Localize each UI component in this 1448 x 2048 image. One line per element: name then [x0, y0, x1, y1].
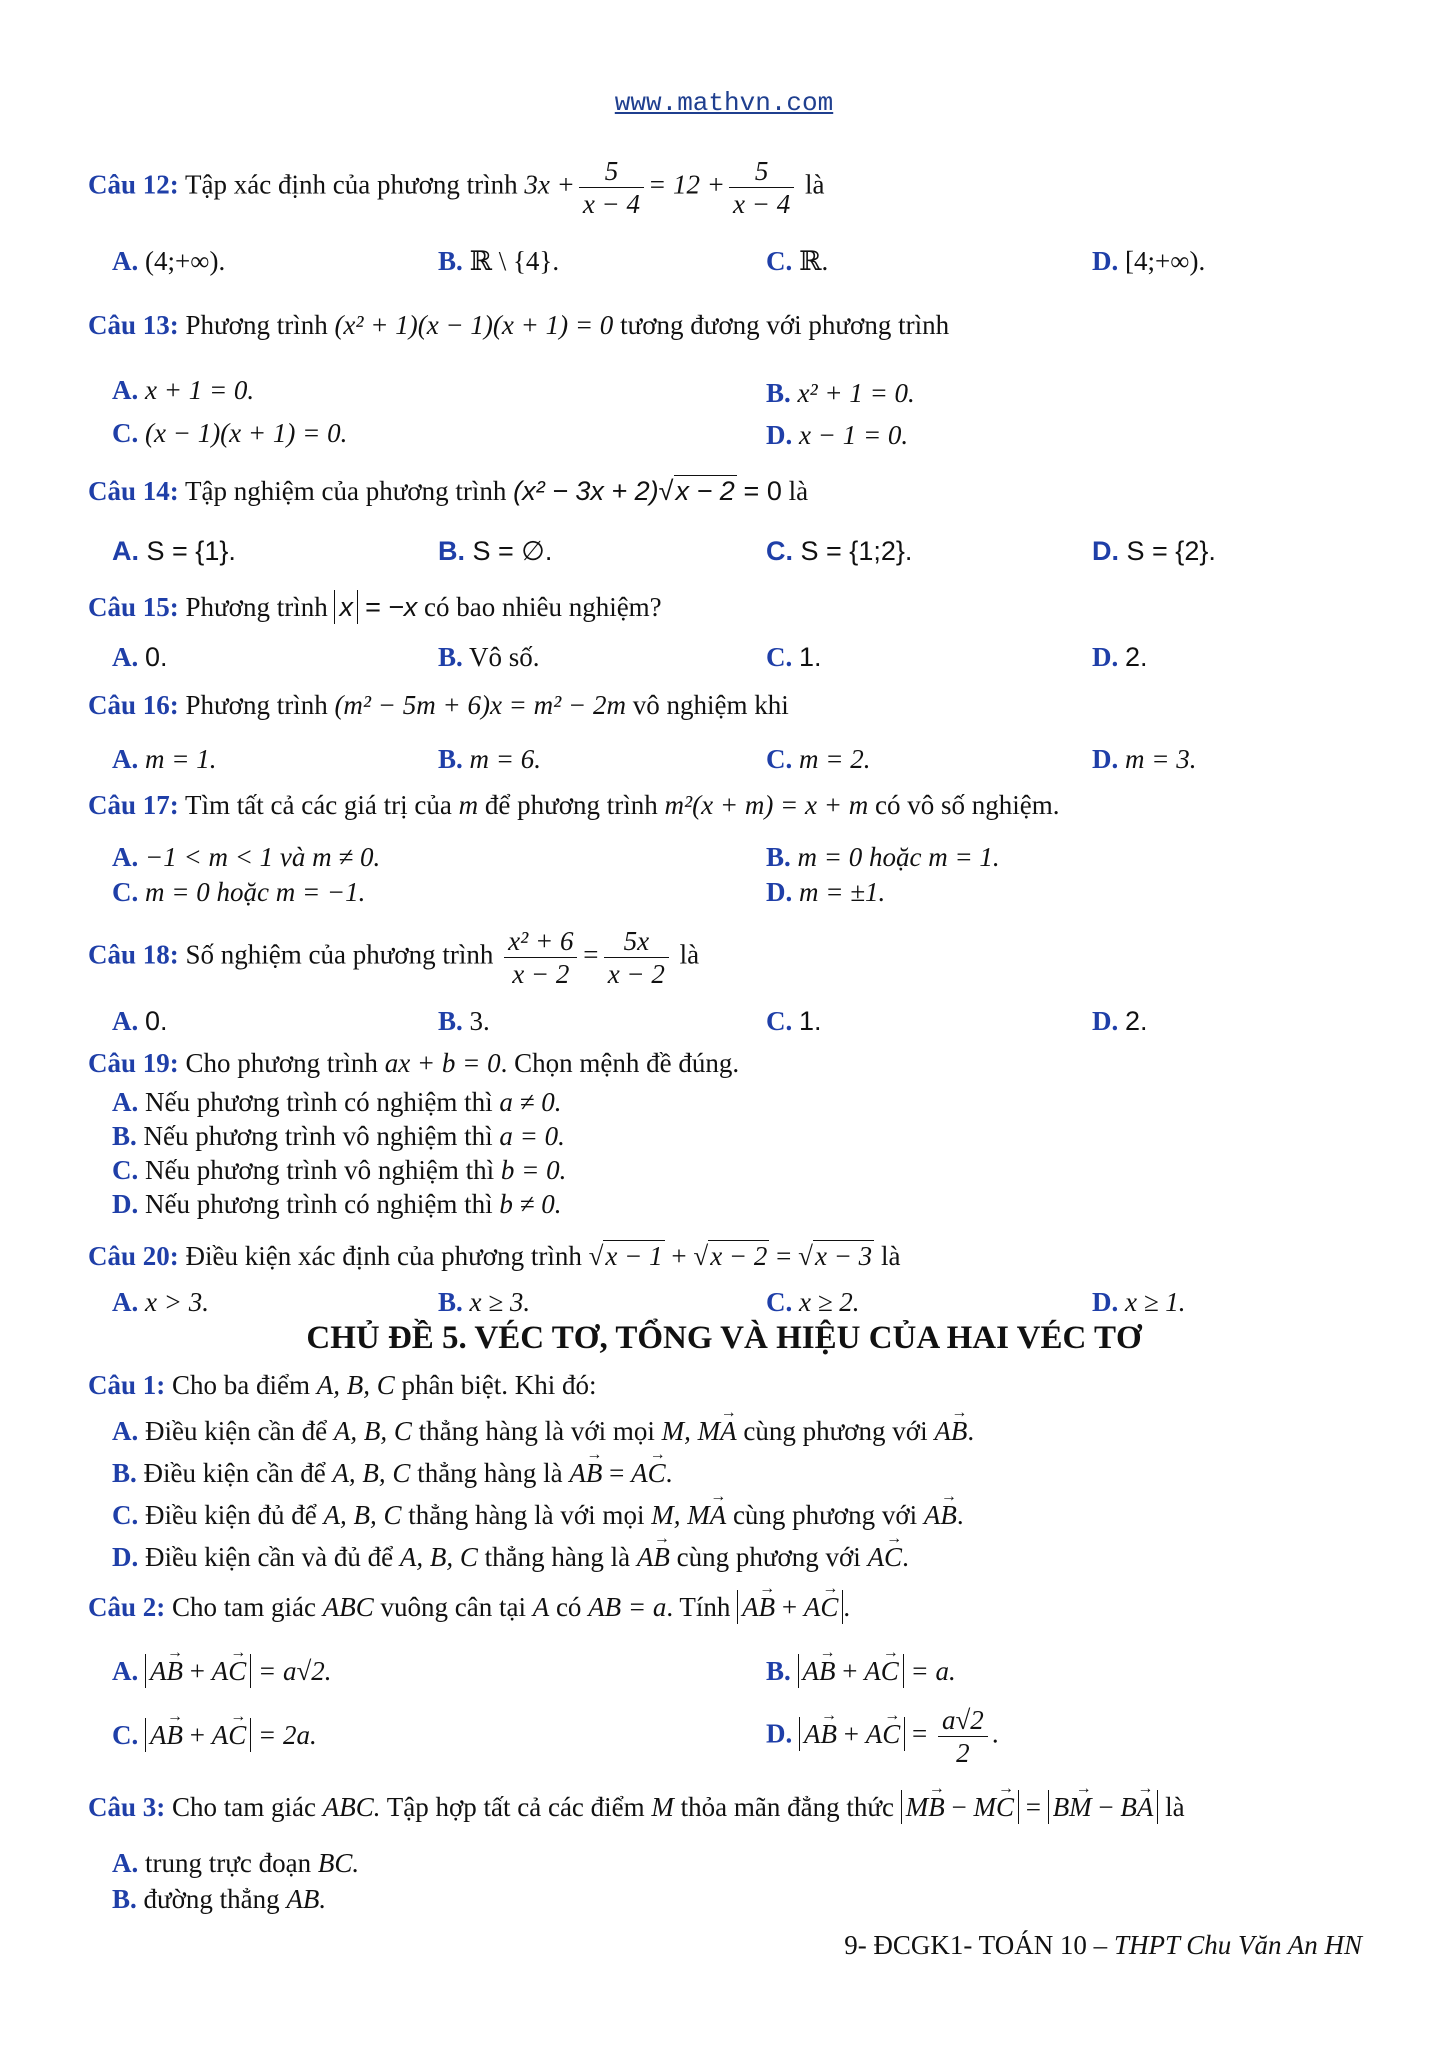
- question-17: Câu 17: Tìm tất cả các giá trị của m để phương trình m²(x + m) = x + m có vô số nghiệm.: [88, 790, 1060, 820]
- q18-option-c[interactable]: C. 1.: [766, 1006, 822, 1036]
- q17-option-c[interactable]: C. m = 0 hoặc m = −1.: [112, 877, 366, 907]
- q15-option-a[interactable]: A. 0.: [112, 642, 168, 672]
- q12-option-b[interactable]: B. ℝ \ {4}.: [438, 246, 560, 276]
- section-question-3: Câu 3: Cho tam giác ABC. Tập hợp tất cả các điểm M thỏa mãn đẳng thức → MB − → MC = → BM − → BA là: [88, 1790, 1185, 1824]
- s1-option-a[interactable]: A. Điều kiện cần để A, B, C thẳng hàng là với mọi M, → MA cùng phương với → AB.: [112, 1414, 974, 1448]
- s2-option-c[interactable]: C. → AB + → AC = 2a.: [112, 1718, 317, 1752]
- s3-option-a[interactable]: A. trung trực đoạn BC.: [112, 1848, 360, 1878]
- question-15: Câu 15: Phương trình x = −x có bao nhiêu nghiệm?: [88, 592, 662, 622]
- q17-option-d[interactable]: D. m = ±1.: [766, 877, 886, 907]
- q17-option-a[interactable]: A. −1 < m < 1 và m ≠ 0.: [112, 842, 381, 872]
- s1-option-c[interactable]: C. Điều kiện đủ để A, B, C thẳng hàng là với mọi M, → MA cùng phương với → AB.: [112, 1498, 964, 1532]
- q20-option-d[interactable]: D. x ≥ 1.: [1092, 1287, 1186, 1317]
- q15-option-c[interactable]: C. 1.: [766, 642, 822, 672]
- header-url-link[interactable]: www.mathvn.com: [614, 88, 834, 118]
- question-18: Câu 18: Số nghiệm của phương trình $\frac{\text{x² + 6}}{x - 2}$ = $\frac{5x}{x - 2}$ là: [88, 926, 700, 989]
- q13-option-b[interactable]: B. x² + 1 = 0.: [766, 378, 915, 408]
- question-12: Câu 12: Tập xác định của phương trình 3x + $\frac{5}{x - 4}$ = 12 + $\frac{5}{x - 4}$ là: [88, 156, 825, 219]
- q12-option-a[interactable]: A. (4;+∞).: [112, 246, 226, 276]
- q18-option-d[interactable]: D. 2.: [1092, 1006, 1148, 1036]
- q13-option-c[interactable]: C. (x − 1)(x + 1) = 0.: [112, 418, 348, 448]
- question-label: Câu 12:: [88, 169, 179, 200]
- s1-option-b[interactable]: B. Điều kiện cần để A, B, C thẳng hàng là → AB = → AC.: [112, 1456, 672, 1490]
- q12-option-d[interactable]: D. [4;+∞).: [1092, 246, 1206, 276]
- s1-option-d[interactable]: D. Điều kiện cần và đủ để A, B, C thẳng hàng là → AB cùng phương với → AC.: [112, 1540, 909, 1574]
- q19-option-d[interactable]: D. Nếu phương trình có nghiệm thì b ≠ 0.: [112, 1189, 562, 1219]
- q15-option-d[interactable]: D. 2.: [1092, 642, 1148, 672]
- q16-option-b[interactable]: B. m = 6.: [438, 744, 541, 774]
- s2-option-d[interactable]: D. → AB + → AC = $\frac{a√2}{2}$ .: [766, 1704, 999, 1769]
- q16-option-d[interactable]: D. m = 3.: [1092, 744, 1197, 774]
- question-13: Câu 13: Phương trình (x² + 1)(x − 1)(x + 1) = 0 tương đương với phương trình: [88, 310, 950, 340]
- s2-option-b[interactable]: B. → AB + → AC = a.: [766, 1654, 956, 1688]
- equation-part: = 12 +: [648, 169, 725, 200]
- section-heading: CHỦ ĐỀ 5. VÉC TƠ, TỔNG VÀ HIỆU CỦA HAI VÉC TƠ: [306, 1320, 1142, 1356]
- q12-option-c[interactable]: C. ℝ.: [766, 246, 829, 276]
- fraction: $\frac{5}{x - 4}$: [729, 155, 794, 220]
- page-footer: 9- ĐCGK1- TOÁN 10 – THPT Chu Văn An HN: [844, 1930, 1362, 1960]
- q19-option-a[interactable]: A. Nếu phương trình có nghiệm thì a ≠ 0.: [112, 1087, 562, 1117]
- fraction: $\frac{5x}{x - 2}$: [604, 925, 669, 990]
- question-20: Câu 20: Điều kiện xác định của phương trình √x − 1 + √x − 2 = √x − 3 là: [88, 1241, 901, 1271]
- question-14: Câu 14: Tập nghiệm của phương trình (x² − 3x + 2)√x − 2 = 0 là: [88, 476, 809, 506]
- q20-option-b[interactable]: B. x ≥ 3.: [438, 1287, 531, 1317]
- q20-option-c[interactable]: C. x ≥ 2.: [766, 1287, 860, 1317]
- question-text: Tập xác định của phương trình: [185, 169, 518, 200]
- equation-part: 3x +: [524, 169, 575, 200]
- q14-option-b[interactable]: B. S = ∅.: [438, 536, 553, 566]
- fraction: $\frac{\text{x² + 6}}{x - 2}$: [504, 925, 577, 990]
- q19-option-b[interactable]: B. Nếu phương trình vô nghiệm thì a = 0.: [112, 1121, 565, 1151]
- q20-option-a[interactable]: A. x > 3.: [112, 1287, 209, 1317]
- q19-option-c[interactable]: C. Nếu phương trình vô nghiệm thì b = 0.: [112, 1155, 567, 1185]
- q15-option-b[interactable]: B. Vô số.: [438, 642, 540, 672]
- page-header: [0, 88, 1448, 118]
- q14-option-c[interactable]: C. S = {1;2}.: [766, 536, 913, 566]
- fraction: $\frac{5}{x - 4}$: [579, 155, 644, 220]
- q14-option-d[interactable]: D. S = {2}.: [1092, 536, 1216, 566]
- question-19: Câu 19: Cho phương trình ax + b = 0. Chọn mệnh đề đúng.: [88, 1048, 740, 1078]
- section-question-2: Câu 2: Cho tam giác ABC vuông cân tại A có AB = a. Tính → AB + → AC .: [88, 1590, 850, 1624]
- s2-option-a[interactable]: A. → AB + → AC = a√2.: [112, 1654, 332, 1688]
- section-question-1: Câu 1: Cho ba điểm A, B, C phân biệt. Khi đó:: [88, 1370, 597, 1400]
- q17-option-b[interactable]: B. m = 0 hoặc m = 1.: [766, 842, 1000, 872]
- q14-option-a[interactable]: A. S = {1}.: [112, 536, 236, 566]
- q18-option-a[interactable]: A. 0.: [112, 1006, 168, 1036]
- q16-option-c[interactable]: C. m = 2.: [766, 744, 871, 774]
- s3-option-b[interactable]: B. đường thẳng AB.: [112, 1884, 327, 1914]
- q13-option-a[interactable]: A. x + 1 = 0.: [112, 375, 255, 405]
- question-16: Câu 16: Phương trình (m² − 5m + 6)x = m² − 2m vô nghiệm khi: [88, 690, 789, 720]
- q13-option-d[interactable]: D. x − 1 = 0.: [766, 420, 909, 450]
- q16-option-a[interactable]: A. m = 1.: [112, 744, 217, 774]
- q18-option-b[interactable]: B. 3.: [438, 1006, 490, 1036]
